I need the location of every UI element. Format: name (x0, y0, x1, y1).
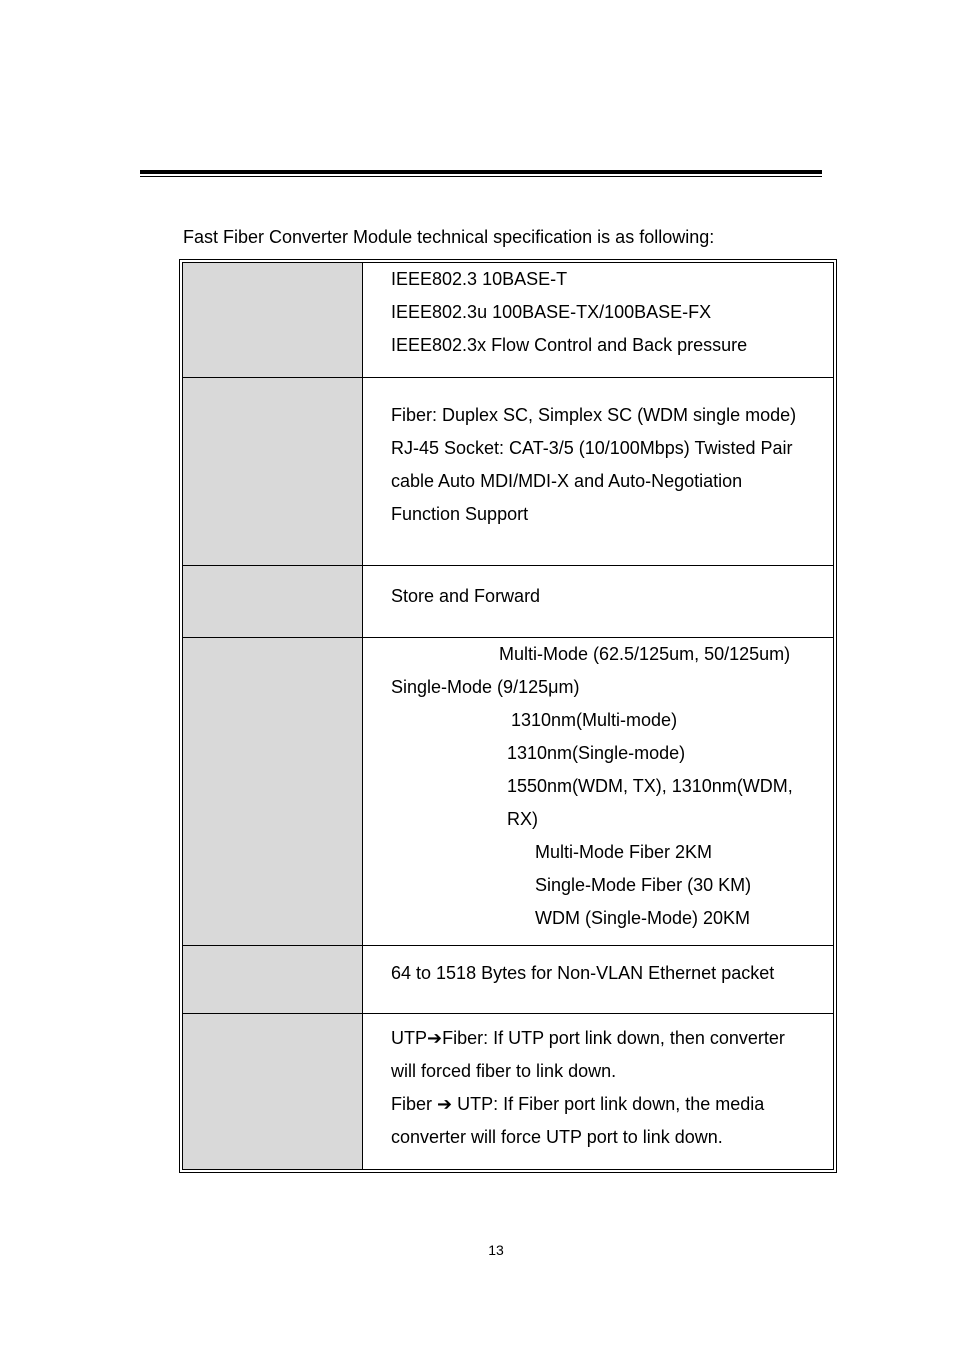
value-line (363, 1088, 833, 1121)
row-value-cell (363, 946, 834, 1014)
table-row (183, 566, 834, 638)
value-line: WDM (Single-Mode) 20KM (535, 908, 751, 928)
table-row (183, 263, 834, 378)
value-line: 1310nm(Single-mode) (507, 743, 686, 763)
utp-label: UTP (391, 1028, 427, 1048)
row-label-cell (183, 378, 363, 566)
table-row (183, 378, 834, 566)
value-line: converter will force UTP port to link down. (391, 1127, 723, 1147)
value-line: Store and Forward (391, 586, 541, 606)
value-line: 1310nm(Multi-mode) (511, 710, 678, 730)
value-line: Multi-Mode Fiber 2KM (535, 842, 713, 862)
row-value-cell (363, 638, 834, 946)
value-line: IEEE802.3x Flow Control and Back pressure (391, 335, 748, 355)
table-row (183, 638, 834, 946)
right-arrow-icon: ➔ (437, 1094, 453, 1114)
header-rule-thin (140, 176, 822, 177)
right-arrow-icon: ➔ (427, 1028, 443, 1048)
value-line: RJ-45 Socket: CAT-3/5 (10/100Mbps) Twisted Pair (391, 438, 793, 458)
row-label-cell (183, 638, 363, 946)
value-line: Single-Mode (9/125μm) (391, 677, 580, 697)
value-line: IEEE802.3u 100BASE-TX/100BASE-FX (391, 302, 712, 322)
table-row (183, 1014, 834, 1170)
value-line: Multi-Mode (62.5/125um, 50/125um) (499, 644, 791, 664)
intro-text: Fast Fiber Converter Module technical specification is as following: (183, 227, 715, 247)
row-label-cell (183, 263, 363, 378)
line-text: Fiber: If UTP port link down, then converter (442, 1028, 785, 1048)
page-number: 13 (488, 1242, 504, 1258)
value-line: 64 to 1518 Bytes for Non-VLAN Ethernet packet (391, 963, 775, 983)
value-line: 1550nm(WDM, TX), 1310nm(WDM, (507, 776, 793, 796)
fiber-label: Fiber (391, 1094, 433, 1114)
value-line: will forced fiber to link down. (391, 1061, 617, 1081)
value-line: cable Auto MDI/MDI-X and Auto-Negotiation (391, 471, 743, 491)
row-value-cell (363, 378, 834, 566)
row-value-cell (363, 566, 834, 638)
row-value-cell (363, 263, 834, 378)
value-line: Function Support (391, 504, 529, 524)
row-value-cell (363, 1014, 834, 1170)
row-label-cell (183, 1014, 363, 1170)
value-line: IEEE802.3 10BASE-T (391, 269, 568, 289)
spec-table (179, 259, 837, 1173)
row-label-cell (183, 946, 363, 1014)
table-row (183, 946, 834, 1014)
value-line (363, 1022, 833, 1055)
value-line: Single-Mode Fiber (30 KM) (535, 875, 752, 895)
value-line: RX) (507, 809, 538, 829)
value-line: Fiber: Duplex SC, Simplex SC (WDM single mode) (391, 405, 797, 425)
header-rule-thick (140, 170, 822, 174)
line-text: UTP: If Fiber port link down, the media (452, 1094, 765, 1114)
row-label-cell (183, 566, 363, 638)
